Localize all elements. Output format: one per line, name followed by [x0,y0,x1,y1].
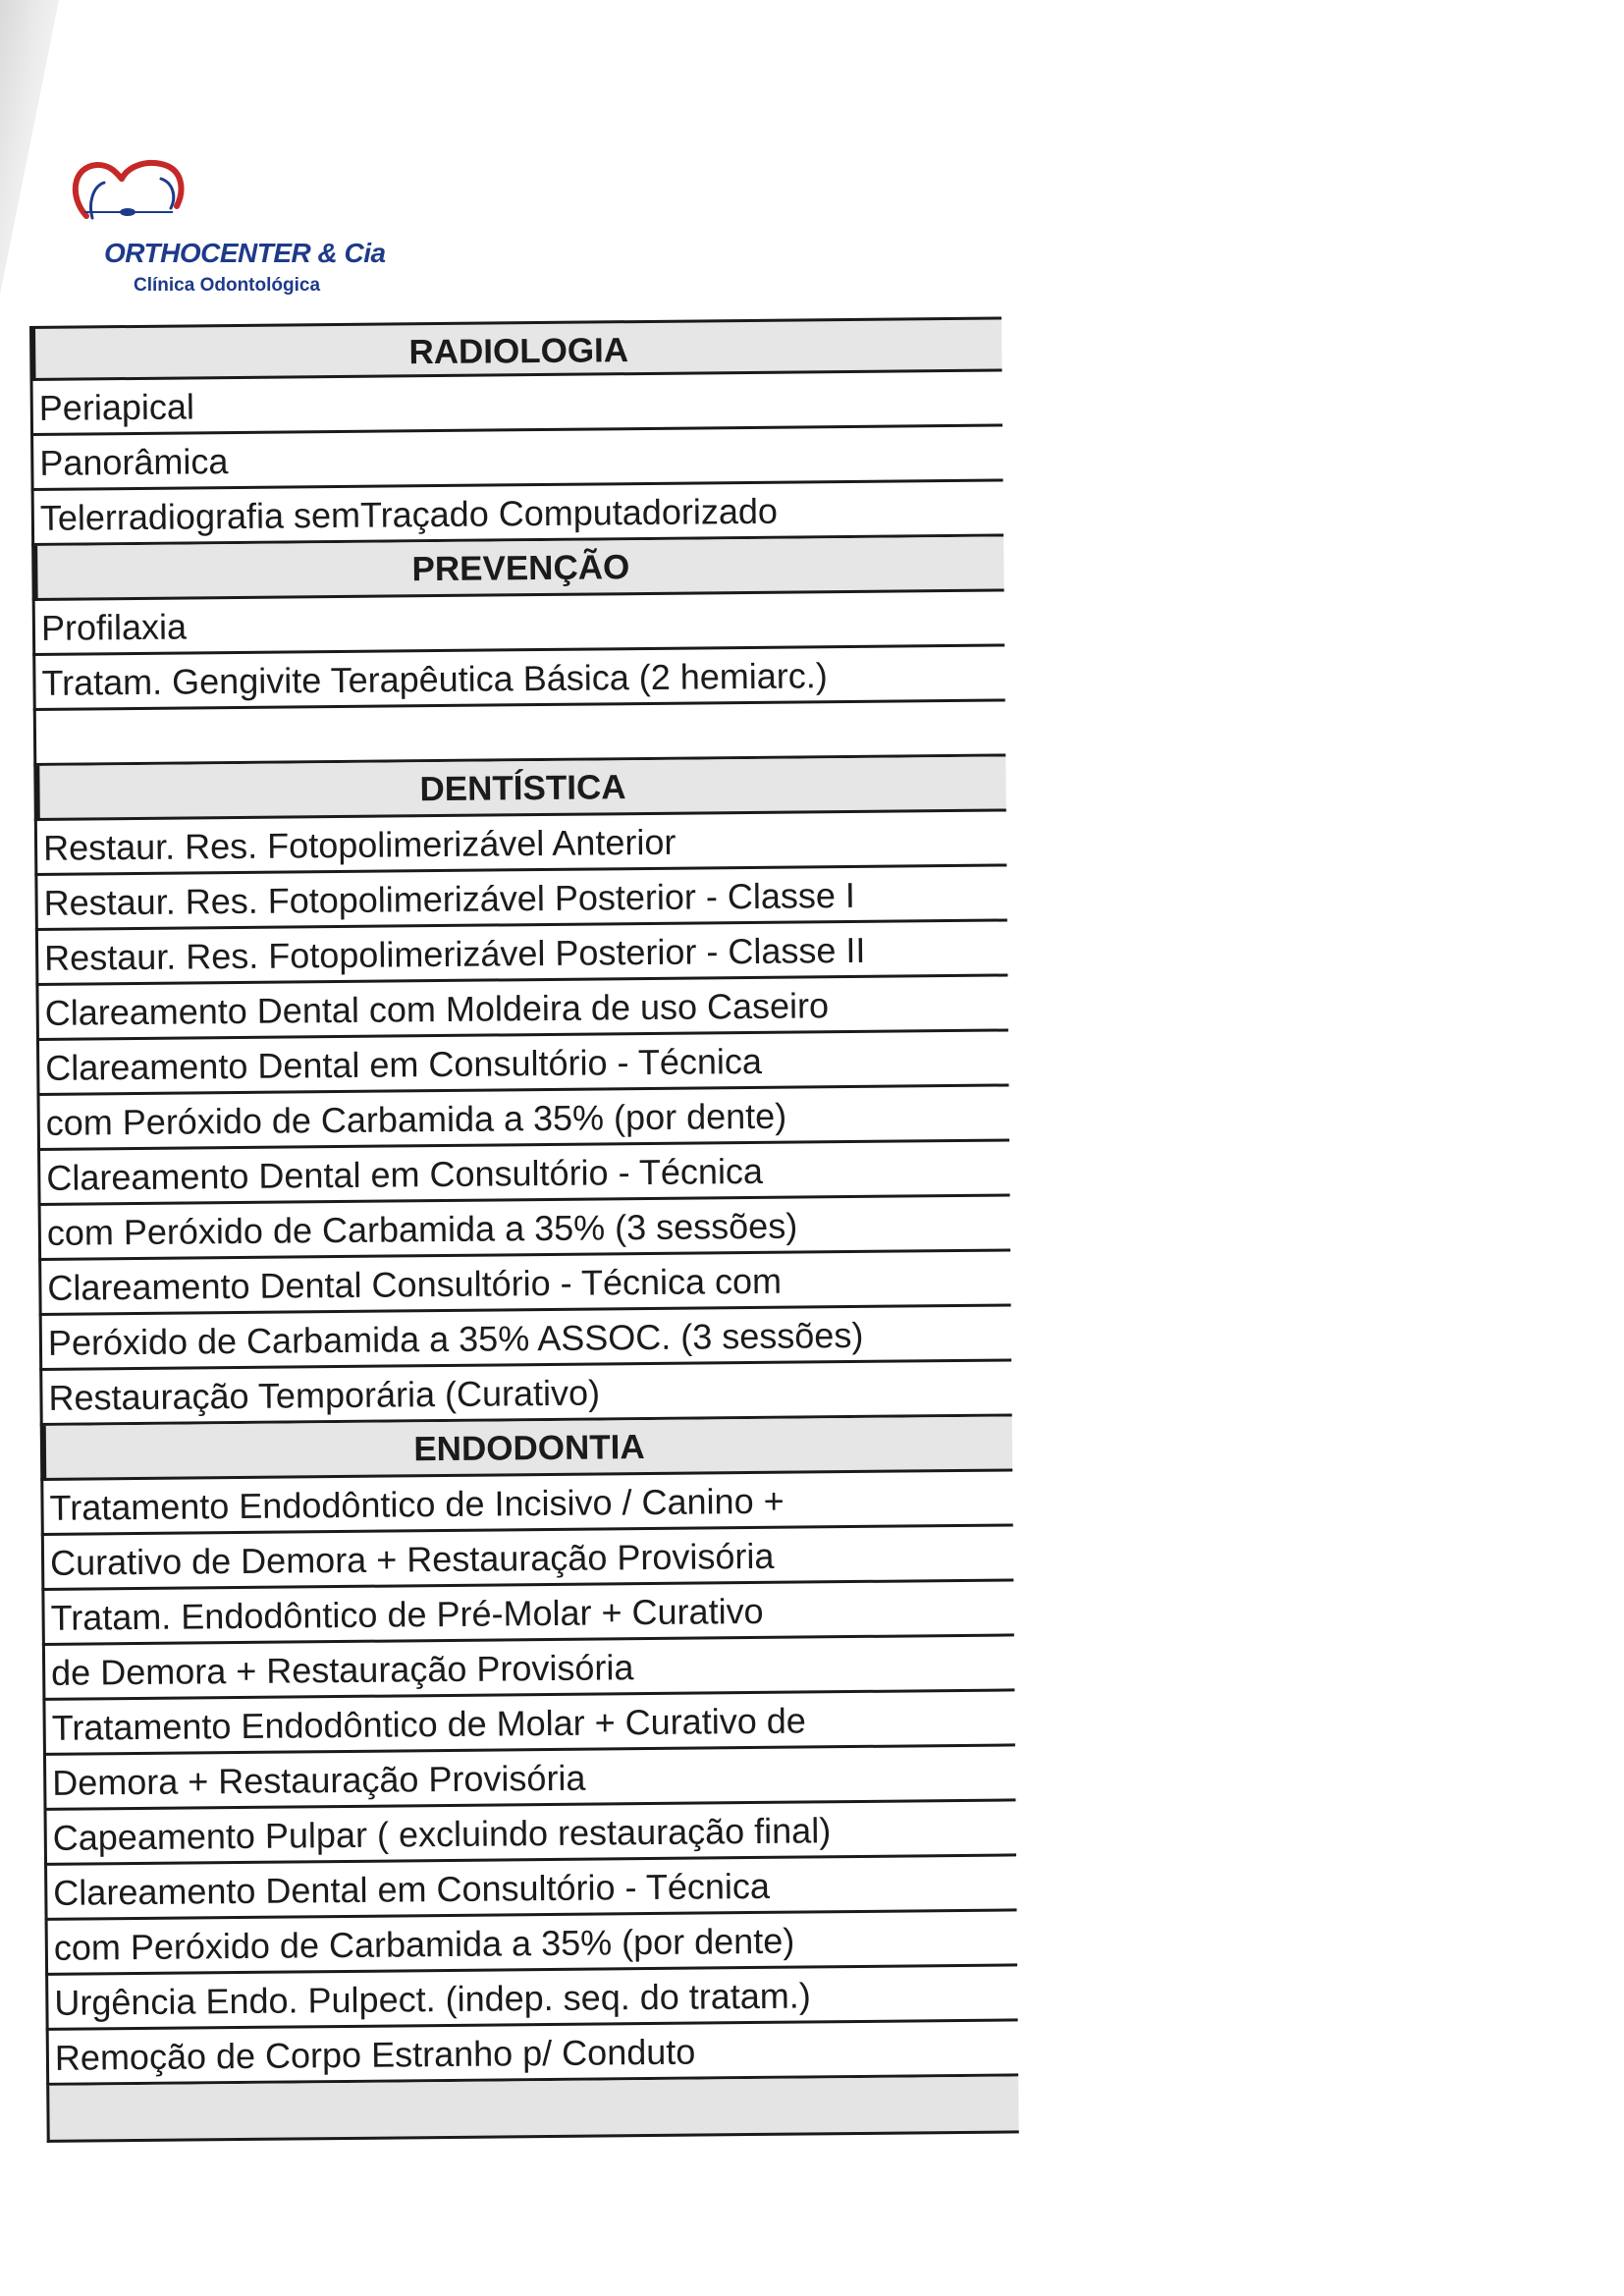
section-header: RADIOLOGIA [29,316,1001,381]
procedure-row: Profilaxia [32,591,1004,656]
procedure-row: Tratam. Gengivite Terapêutica Básica (2 hemiarc.) [32,646,1004,711]
procedure-row: Restaur. Res. Fotopolimerizável Anterior [34,811,1006,876]
section-header: DENTÍSTICA [33,756,1005,821]
procedure-row: Restaur. Res. Fotopolimerizável Posterior - Classe II [35,921,1007,986]
procedure-row: Clareamento Dental Consultório - Técnica com [38,1251,1010,1316]
procedure-row: Panorâmica [30,426,1002,491]
procedure-row: Peróxido de Carbamida a 35% ASSOC. (3 sessões) [39,1306,1011,1371]
scan-corner-shadow [0,0,59,295]
procedure-row: Remoção de Corpo Estranho p/ Conduto [46,2021,1018,2086]
procedure-row: de Demora + Restauração Provisória [42,1636,1014,1701]
tooth-heart-logo-icon [67,157,204,246]
table-footer-band [46,2076,1019,2143]
procedure-row: com Peróxido de Carbamida a 35% (por dente) [37,1086,1009,1151]
procedure-row: Restauração Temporária (Curativo) [39,1361,1011,1426]
clinic-subtitle: Clínica Odontológica [134,275,321,296]
procedure-row: Clareamento Dental com Moldeira de uso Caseiro [35,976,1007,1041]
procedure-row: Tratamento Endodôntico de Molar + Curativo de [42,1691,1014,1756]
procedure-row: Curativo de Demora + Restauração Provisória [41,1526,1013,1591]
procedure-row: Clareamento Dental em Consultório - Técnica [36,1031,1008,1096]
procedure-row: Capeamento Pulpar ( excluindo restauração final) [44,1801,1016,1866]
procedure-row: Tratamento Endodôntico de Incisivo / Canino + [40,1471,1012,1536]
clinic-logo [67,157,386,304]
procedure-row: Clareamento Dental em Consultório - Técnica [37,1141,1009,1206]
procedure-row: Restaur. Res. Fotopolimerizável Posterior - Classe I [34,866,1006,931]
procedure-row [33,701,1005,766]
clinic-name: ORTHOCENTER & Cia [104,238,386,268]
procedure-row: Urgência Endo. Pulpect. (indep. seq. do tratam.) [45,1966,1017,2031]
procedure-row: com Peróxido de Carbamida a 35% (por dente) [45,1911,1017,1976]
procedure-table [29,316,1019,2142]
procedure-row: com Peróxido de Carbamida a 35% (3 sessões) [38,1196,1010,1261]
procedure-row: Telerradiografia semTraçado Computadorizado [31,481,1003,546]
section-header: PREVENÇÃO [31,536,1003,601]
procedure-row: Tratam. Endodôntico de Pré-Molar + Curativo [41,1581,1013,1646]
procedure-row: Clareamento Dental em Consultório - Técnica [44,1856,1016,1921]
procedure-row: Demora + Restauração Provisória [43,1746,1015,1811]
procedure-row: Periapical [30,371,1002,436]
section-header: ENDODONTIA [40,1416,1012,1481]
